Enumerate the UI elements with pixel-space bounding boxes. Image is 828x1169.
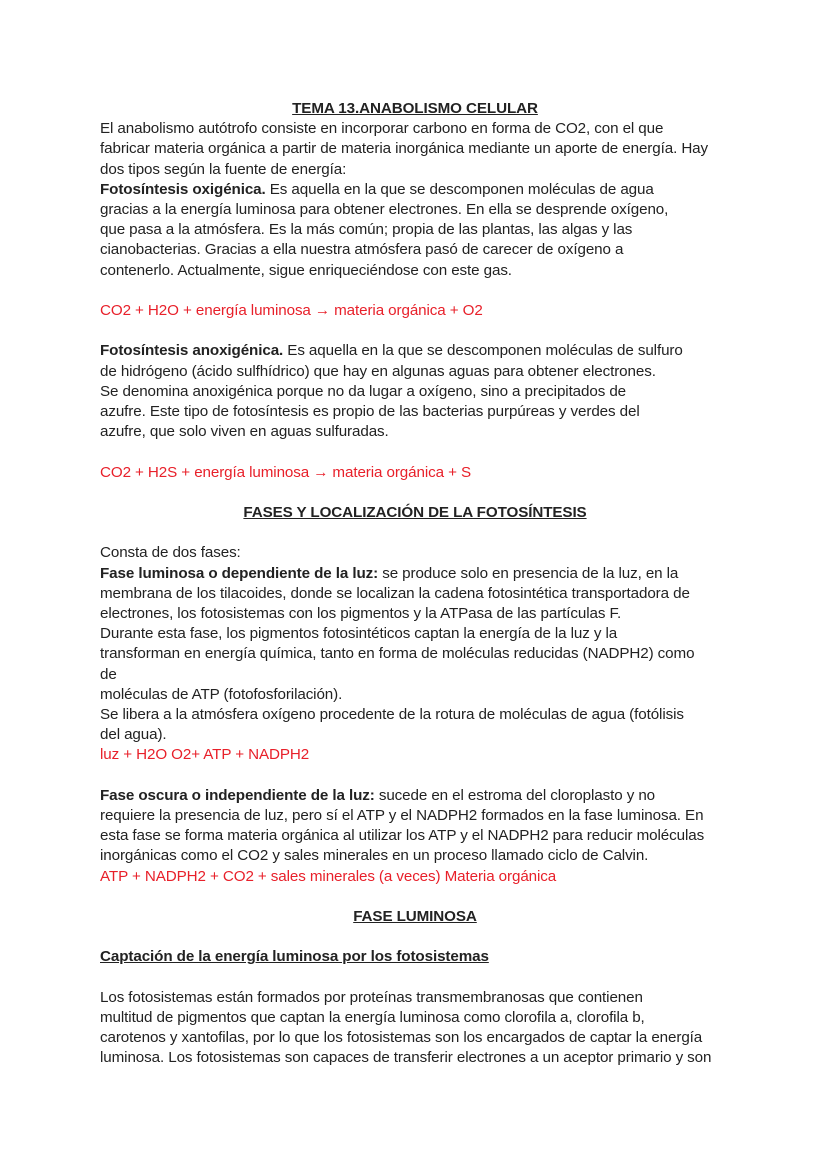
captacion-line: Los fotosistemas están formados por proteínas transmembranosas que contienen (100, 988, 643, 1006)
luminosa-term: Fase luminosa o dependiente de la luz: (100, 564, 379, 582)
spacer (100, 483, 730, 503)
intro-line: fabricar materia orgánica a partir de materia inorgánica mediante un aporte de energía. Hay (100, 140, 709, 158)
anoxigenica-text: Es aquella en la que se descomponen moléculas de sulfuro (283, 342, 683, 360)
luminosa-line: Durante esta fase, los pigmentos fotosintéticos captan la energía de la luz y la (100, 625, 618, 643)
fase-luminosa-heading: FASE LUMINOSA (353, 908, 477, 926)
luminosa-line: Se libera a la atmósfera oxígeno procedente de la rotura de moléculas de agua (fotólisis (100, 706, 684, 724)
intro-line: El anabolismo autótrofo consiste en incorporar carbono en forma de CO2, con el que (100, 120, 664, 138)
oscura-paragraph-start (100, 786, 730, 806)
captacion-heading: Captación de la energía luminosa por los fotosistemas (100, 948, 489, 966)
spacer (100, 523, 730, 543)
intro-line: dos tipos según la fuente de energía: (100, 160, 347, 178)
oxigenica-line: que pasa a la atmósfera. Es la más común; propia de las plantas, las algas y las (100, 221, 633, 239)
oxigenica-equation: CO2 + H2O + energía luminosa → materia orgánica + O2 (100, 302, 483, 320)
fases-heading: FASES Y LOCALIZACIÓN DE LA FOTOSÍNTESIS (243, 504, 587, 521)
oscura-term: Fase oscura o independiente de la luz: (100, 786, 375, 804)
spacer (100, 968, 730, 988)
luminosa-line: electrones, los fotosistemas con los pigmentos y la ATPasa de las partículas F. (100, 605, 622, 622)
luminosa-equation: luz + H2O O2+ ATP + NADPH2 (100, 746, 310, 764)
oscura-line: requiere la presencia de luz, pero sí el ATP y el NADPH2 formados en la fase luminosa. En (100, 807, 704, 825)
oscura-text: sucede en el estroma del cloroplasto y no (374, 786, 656, 804)
oscura-line: inorgánicas como el CO2 y sales minerales en un proceso llamado ciclo de Calvin. (100, 847, 649, 865)
anoxigenica-term: Fotosíntesis anoxigénica. (100, 342, 284, 360)
document-page (100, 99, 730, 1069)
luminosa-text: se produce solo en presencia de la luz, en la (378, 564, 679, 582)
oxigenica-text: Es aquella en la que se descomponen moléculas de agua (265, 180, 654, 198)
spacer (100, 442, 730, 462)
spacer (100, 281, 730, 301)
oxigenica-line: gracias a la energía luminosa para obtener electrones. En ella se desprende oxígeno, (100, 201, 669, 219)
anoxigenica-paragraph-start (100, 341, 730, 361)
anoxigenica-line: azufre, que solo viven en aguas sulfuradas. (100, 423, 389, 441)
luminosa-line: del agua). (100, 726, 167, 744)
luminosa-line: de (100, 665, 117, 683)
luminosa-line: membrana de los tilacoides, donde se localizan la cadena fotosintética transportadora de (100, 584, 690, 602)
anoxigenica-line: azufre. Este tipo de fotosíntesis es propio de las bacterias purpúreas y verdes del (100, 403, 640, 421)
document-title: TEMA 13.ANABOLISMO CELULAR (292, 100, 538, 117)
oxigenica-paragraph-start (100, 180, 730, 200)
spacer (100, 766, 730, 786)
spacer (100, 321, 730, 341)
oxigenica-term: Fotosíntesis oxigénica. (100, 180, 266, 198)
fases-intro: Consta de dos fases: (100, 544, 241, 562)
captacion-line: luminosa. Los fotosistemas son capaces de transferir electrones a un aceptor primario y son (100, 1049, 712, 1067)
anoxigenica-line: de hidrógeno (ácido sulfhídrico) que hay en algunas aguas para obtener electrones. (100, 362, 656, 380)
spacer (100, 927, 730, 947)
oxigenica-line: contenerlo. Actualmente, sigue enriqueciéndose con este gas. (100, 261, 512, 279)
oscura-equation: ATP + NADPH2 + CO2 + sales minerales (a veces) Materia orgánica (100, 867, 557, 885)
oscura-line: esta fase se forma materia orgánica al utilizar los ATP y el NADPH2 para reducir moléculas (100, 827, 705, 845)
oxigenica-line: cianobacterias. Gracias a ella nuestra atmósfera pasó de carecer de oxígeno a (100, 241, 624, 259)
captacion-line: carotenos y xantofilas, por lo que los fotosistemas son los encargados de captar la energía (100, 1029, 703, 1047)
luminosa-paragraph-start (100, 564, 730, 584)
anoxigenica-line: Se denomina anoxigénica porque no da lugar a oxígeno, sino a precipitados de (100, 382, 627, 400)
anoxigenica-equation: CO2 + H2S + energía luminosa → materia orgánica + S (100, 463, 471, 481)
spacer (100, 887, 730, 907)
luminosa-line: moléculas de ATP (fotofosforilación). (100, 685, 343, 703)
captacion-line: multitud de pigmentos que captan la energía luminosa como clorofila a, clorofila b, (100, 1009, 645, 1026)
luminosa-line: transforman en energía química, tanto en forma de moléculas reducidas (NADPH2) como (100, 645, 695, 663)
